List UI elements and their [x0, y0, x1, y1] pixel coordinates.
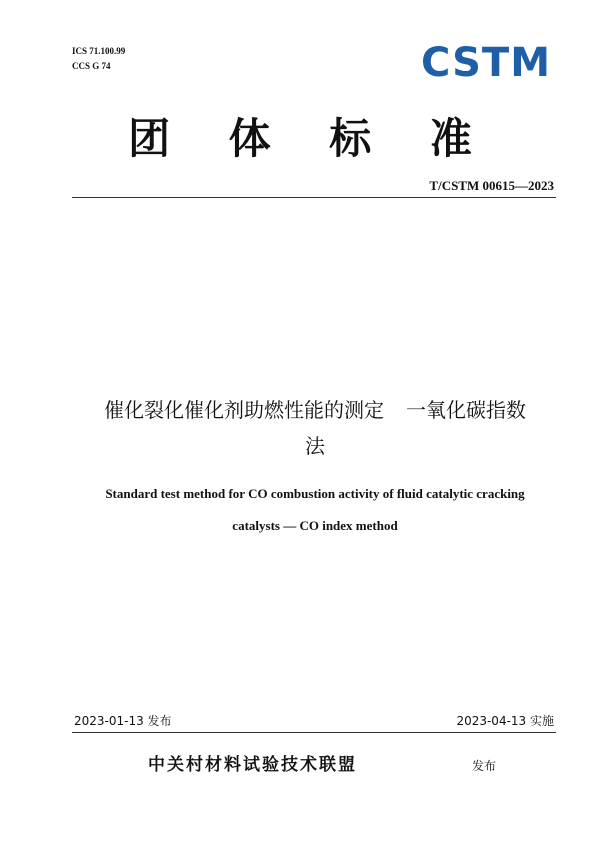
english-title-line1: Standard test method for CO combustion activity of fluid catalytic cracking: [105, 486, 525, 501]
publish-label: 发布: [472, 759, 497, 773]
english-title-line2: catalysts — CO index method: [232, 518, 398, 533]
implementation-date: 2023-04-13 实施: [456, 714, 554, 728]
logo-text: CSTM: [421, 40, 551, 82]
document-type-heading: 团 体 标 准: [128, 114, 494, 163]
footer-divider: [72, 732, 556, 733]
standard-code: T/CSTM 00615—2023: [429, 178, 554, 193]
classification-codes: [72, 44, 125, 74]
issue-date: 2023-01-13 发布: [74, 714, 172, 728]
chinese-title-part1: 催化裂化催化剂助燃性能的测定: [104, 398, 384, 422]
ccs-code: CCS G 74: [72, 61, 111, 71]
cstm-logo: [416, 40, 556, 82]
header-divider: [72, 197, 556, 198]
chinese-title: [70, 392, 560, 464]
ics-code: ICS 71.100.99: [72, 46, 126, 56]
publisher-name: 中关村材料试验技术联盟: [148, 755, 357, 775]
chinese-title-part3: 法: [305, 434, 325, 458]
chinese-title-part2: 一氧化碳指数: [406, 398, 526, 422]
english-title: [60, 478, 570, 542]
